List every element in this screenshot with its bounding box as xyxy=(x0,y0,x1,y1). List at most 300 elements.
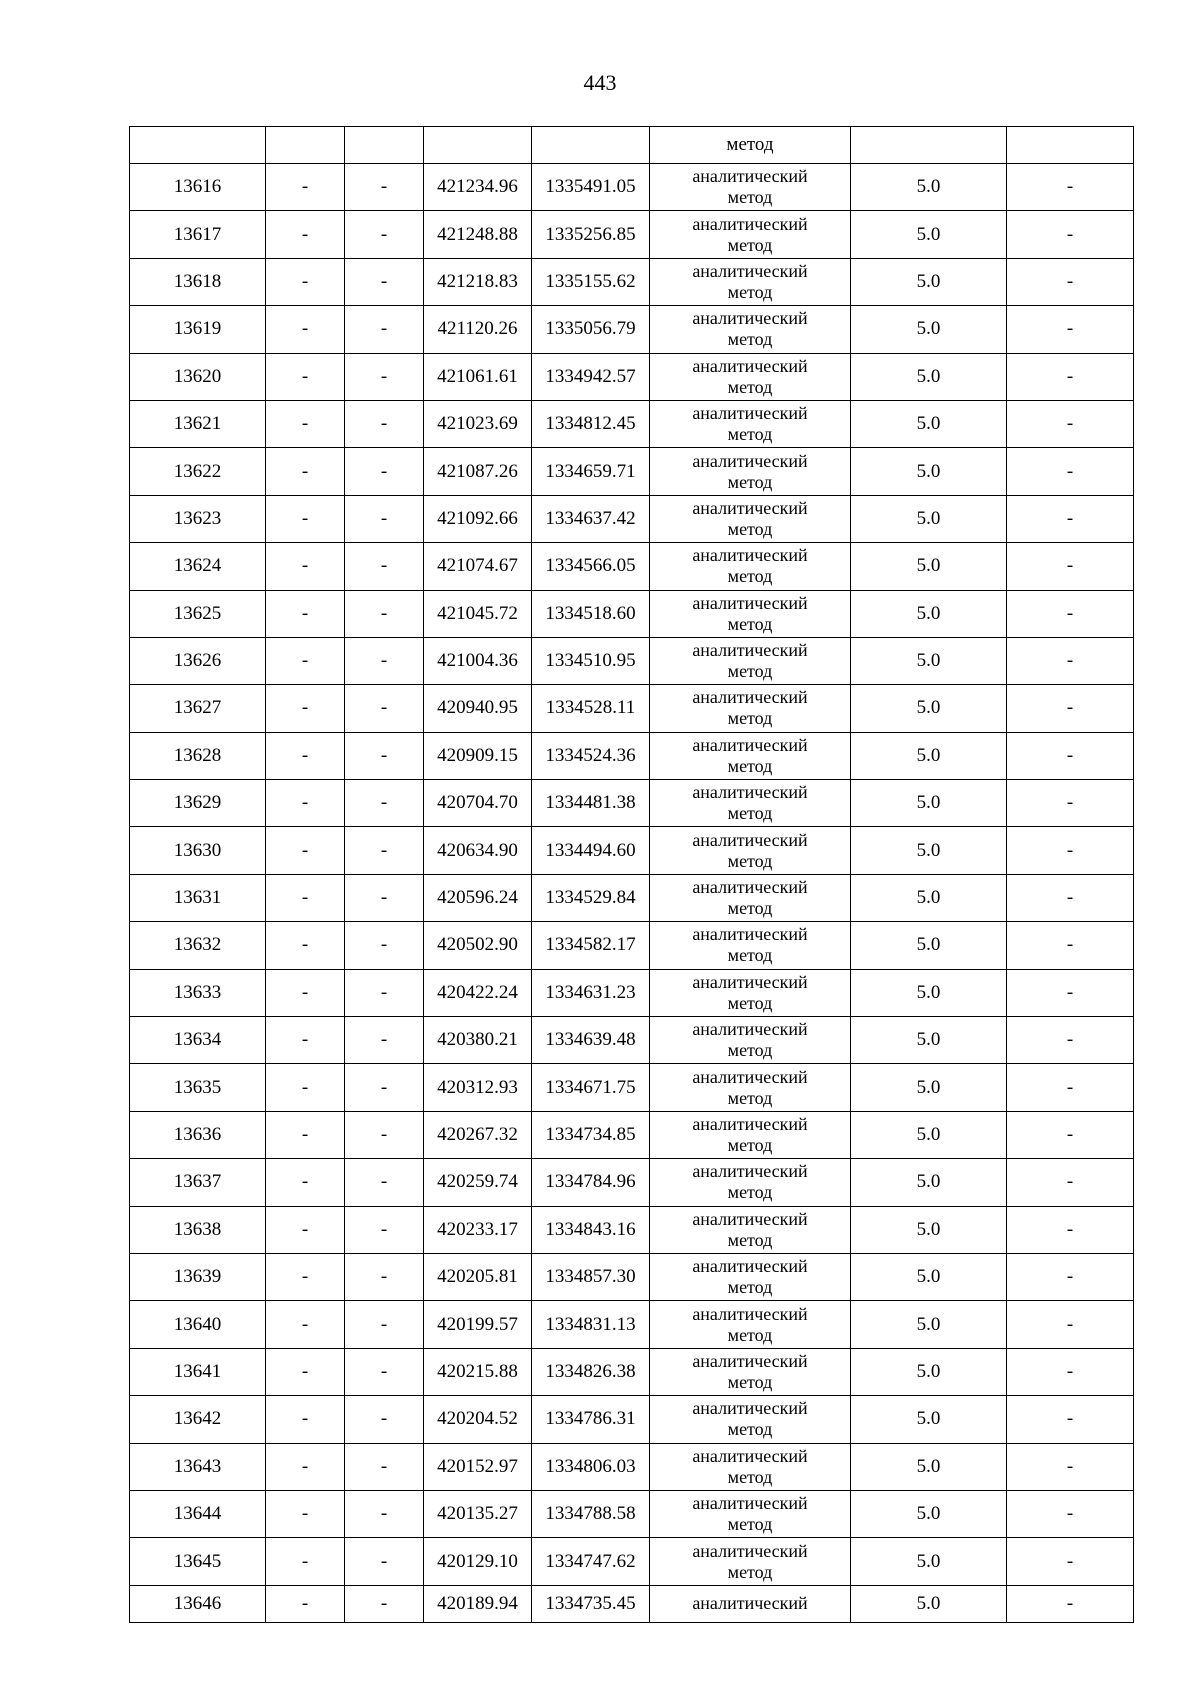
accuracy-cell: 5.0 xyxy=(851,827,1007,874)
point-number-cell: 13627 xyxy=(130,685,266,732)
dash-cell: - xyxy=(345,211,424,258)
method-cell xyxy=(650,353,851,400)
y-coordinate-cell: 1334529.84 xyxy=(532,874,650,921)
accuracy-cell: 5.0 xyxy=(851,211,1007,258)
y-coordinate-cell: 1334942.57 xyxy=(532,353,650,400)
dash-cell: - xyxy=(345,306,424,353)
y-coordinate-cell: 1334518.60 xyxy=(532,590,650,637)
dash-cell: - xyxy=(345,1159,424,1206)
method-cell: метод xyxy=(650,127,851,164)
method-word-1: аналитический xyxy=(692,829,808,850)
method-word-2: метод xyxy=(727,1419,773,1440)
point-number-cell: 13619 xyxy=(130,306,266,353)
dash-cell: - xyxy=(345,969,424,1016)
method-word-2: метод xyxy=(727,1324,773,1345)
table-row xyxy=(130,1396,1134,1443)
method-cell xyxy=(650,1064,851,1111)
method-word-1: аналитический xyxy=(692,687,808,708)
x-coordinate-cell: 420596.24 xyxy=(424,874,532,921)
method-word-2: метод xyxy=(727,850,773,871)
method-cell xyxy=(650,1111,851,1158)
method-cell xyxy=(650,827,851,874)
method-word-1: аналитический xyxy=(692,213,808,234)
table-row xyxy=(130,1348,1134,1395)
point-number-cell: 13622 xyxy=(130,448,266,495)
dash-cell: - xyxy=(1007,922,1134,969)
x-coordinate-cell: 420215.88 xyxy=(424,1348,532,1395)
y-coordinate-cell: 1334788.58 xyxy=(532,1490,650,1537)
x-coordinate-cell: 420422.24 xyxy=(424,969,532,1016)
empty-cell xyxy=(532,127,650,164)
accuracy-cell: 5.0 xyxy=(851,306,1007,353)
dash-cell: - xyxy=(266,495,345,542)
dash-cell: - xyxy=(266,1301,345,1348)
method-cell xyxy=(650,685,851,732)
point-number-cell: 13632 xyxy=(130,922,266,969)
dash-cell: - xyxy=(266,353,345,400)
method-cell xyxy=(650,1396,851,1443)
dash-cell: - xyxy=(266,211,345,258)
x-coordinate-cell: 420259.74 xyxy=(424,1159,532,1206)
dash-cell: - xyxy=(266,164,345,211)
method-word-1: аналитический xyxy=(692,782,808,803)
point-number-cell: 13644 xyxy=(130,1490,266,1537)
point-number-cell: 13621 xyxy=(130,400,266,447)
dash-cell: - xyxy=(345,1253,424,1300)
accuracy-cell: 5.0 xyxy=(851,1490,1007,1537)
method-word-1: аналитический xyxy=(692,1019,808,1040)
table-row xyxy=(130,164,1134,211)
point-number-cell: 13638 xyxy=(130,1206,266,1253)
accuracy-cell: 5.0 xyxy=(851,448,1007,495)
y-coordinate-cell: 1334659.71 xyxy=(532,448,650,495)
method-cell xyxy=(650,637,851,684)
dash-cell: - xyxy=(1007,164,1134,211)
method-word-2: метод xyxy=(727,898,773,919)
page-number: 443 xyxy=(583,70,617,95)
dash-cell: - xyxy=(266,1111,345,1158)
y-coordinate-cell: 1335256.85 xyxy=(532,211,650,258)
dash-cell: - xyxy=(345,685,424,732)
dash-cell: - xyxy=(1007,874,1134,921)
y-coordinate-cell: 1334528.11 xyxy=(532,685,650,732)
point-number-cell: 13618 xyxy=(130,258,266,305)
dash-cell: - xyxy=(1007,400,1134,447)
dash-cell: - xyxy=(345,164,424,211)
x-coordinate-cell: 420267.32 xyxy=(424,1111,532,1158)
method-cell xyxy=(650,922,851,969)
method-cell xyxy=(650,258,851,305)
dash-cell: - xyxy=(266,1017,345,1064)
empty-cell xyxy=(424,127,532,164)
method-cell xyxy=(650,732,851,779)
table-row xyxy=(130,1301,1134,1348)
method-word-1: аналитический xyxy=(692,497,808,518)
point-number-cell: 13628 xyxy=(130,732,266,779)
dash-cell: - xyxy=(345,1490,424,1537)
method-word-2: метод xyxy=(727,945,773,966)
dash-cell: - xyxy=(345,1206,424,1253)
method-cell xyxy=(650,1206,851,1253)
method-word-2: метод xyxy=(727,1040,773,1061)
method-word-1: аналитический xyxy=(692,545,808,566)
y-coordinate-cell: 1334786.31 xyxy=(532,1396,650,1443)
dash-cell: - xyxy=(266,1585,345,1622)
accuracy-cell: 5.0 xyxy=(851,874,1007,921)
dash-cell: - xyxy=(266,874,345,921)
x-coordinate-cell: 421120.26 xyxy=(424,306,532,353)
x-coordinate-cell: 421092.66 xyxy=(424,495,532,542)
point-number-cell: 13646 xyxy=(130,1585,266,1622)
point-number-cell: 13630 xyxy=(130,827,266,874)
x-coordinate-cell: 420205.81 xyxy=(424,1253,532,1300)
point-number-cell: 13624 xyxy=(130,543,266,590)
method-cell xyxy=(650,969,851,1016)
dash-cell: - xyxy=(266,1490,345,1537)
dash-cell: - xyxy=(345,1396,424,1443)
point-number-cell: 13639 xyxy=(130,1253,266,1300)
dash-cell: - xyxy=(266,780,345,827)
method-cell xyxy=(650,400,851,447)
dash-cell: - xyxy=(1007,306,1134,353)
method-word-1: аналитический xyxy=(692,1303,808,1324)
table-row xyxy=(130,543,1134,590)
dash-cell: - xyxy=(1007,1111,1134,1158)
dash-cell: - xyxy=(1007,258,1134,305)
method-cell xyxy=(650,1253,851,1300)
accuracy-cell: 5.0 xyxy=(851,1206,1007,1253)
x-coordinate-cell: 420704.70 xyxy=(424,780,532,827)
table-row xyxy=(130,827,1134,874)
method-cell xyxy=(650,1443,851,1490)
dash-cell: - xyxy=(345,922,424,969)
method-cell xyxy=(650,164,851,211)
dash-cell: - xyxy=(345,827,424,874)
method-word-1: аналитический xyxy=(692,260,808,281)
dash-cell: - xyxy=(1007,1064,1134,1111)
dash-cell: - xyxy=(345,448,424,495)
dash-cell: - xyxy=(266,1348,345,1395)
dash-cell: - xyxy=(345,732,424,779)
x-coordinate-cell: 420204.52 xyxy=(424,1396,532,1443)
point-number-cell: 13631 xyxy=(130,874,266,921)
point-number-cell: 13617 xyxy=(130,211,266,258)
accuracy-cell: 5.0 xyxy=(851,164,1007,211)
dash-cell: - xyxy=(1007,780,1134,827)
x-coordinate-cell: 420135.27 xyxy=(424,1490,532,1537)
y-coordinate-cell: 1334524.36 xyxy=(532,732,650,779)
method-word-2: метод xyxy=(727,1466,773,1487)
table-row xyxy=(130,1538,1134,1585)
dash-cell: - xyxy=(1007,637,1134,684)
method-word-2: метод xyxy=(727,187,773,208)
dash-cell: - xyxy=(1007,827,1134,874)
dash-cell: - xyxy=(345,780,424,827)
dash-cell: - xyxy=(1007,1017,1134,1064)
point-number-cell: 13629 xyxy=(130,780,266,827)
x-coordinate-cell: 421045.72 xyxy=(424,590,532,637)
x-coordinate-cell: 421023.69 xyxy=(424,400,532,447)
table-row xyxy=(130,1206,1134,1253)
dash-cell: - xyxy=(1007,1159,1134,1206)
method-cell xyxy=(650,590,851,637)
method-cell xyxy=(650,211,851,258)
point-number-cell: 13634 xyxy=(130,1017,266,1064)
dash-cell: - xyxy=(266,1253,345,1300)
method-cell xyxy=(650,543,851,590)
y-coordinate-cell: 1334812.45 xyxy=(532,400,650,447)
method-word-2: метод xyxy=(727,566,773,587)
method-word-1: аналитический xyxy=(692,355,808,376)
empty-cell xyxy=(1007,127,1134,164)
dash-cell: - xyxy=(345,1064,424,1111)
x-coordinate-cell: 420129.10 xyxy=(424,1538,532,1585)
y-coordinate-cell: 1334566.05 xyxy=(532,543,650,590)
x-coordinate-cell: 420189.94 xyxy=(424,1585,532,1622)
table-row xyxy=(130,1443,1134,1490)
dash-cell: - xyxy=(1007,1348,1134,1395)
method-word-2: метод xyxy=(727,992,773,1013)
method-word-1: аналитический xyxy=(692,403,808,424)
point-number-cell: 13637 xyxy=(130,1159,266,1206)
y-coordinate-cell: 1334784.96 xyxy=(532,1159,650,1206)
table-row-continuation xyxy=(130,127,1134,164)
x-coordinate-cell: 420380.21 xyxy=(424,1017,532,1064)
x-coordinate-cell: 421234.96 xyxy=(424,164,532,211)
accuracy-cell: 5.0 xyxy=(851,1111,1007,1158)
accuracy-cell: 5.0 xyxy=(851,637,1007,684)
method-word-2: метод xyxy=(727,755,773,776)
accuracy-cell: 5.0 xyxy=(851,969,1007,1016)
accuracy-cell: 5.0 xyxy=(851,590,1007,637)
y-coordinate-cell: 1334806.03 xyxy=(532,1443,650,1490)
y-coordinate-cell: 1334631.23 xyxy=(532,969,650,1016)
dash-cell: - xyxy=(266,448,345,495)
table-row xyxy=(130,1585,1134,1622)
dash-cell: - xyxy=(345,874,424,921)
y-coordinate-cell: 1334671.75 xyxy=(532,1064,650,1111)
dash-cell: - xyxy=(345,590,424,637)
table-row xyxy=(130,306,1134,353)
x-coordinate-cell: 420233.17 xyxy=(424,1206,532,1253)
dash-cell: - xyxy=(266,1538,345,1585)
dash-cell: - xyxy=(1007,1301,1134,1348)
method-word-2: метод xyxy=(727,1561,773,1582)
method-word-1: аналитический xyxy=(692,1540,808,1561)
accuracy-cell: 5.0 xyxy=(851,543,1007,590)
accuracy-cell: 5.0 xyxy=(851,400,1007,447)
x-coordinate-cell: 421218.83 xyxy=(424,258,532,305)
method-cell xyxy=(650,780,851,827)
dash-cell: - xyxy=(266,969,345,1016)
method-word-1: аналитический xyxy=(692,166,808,187)
accuracy-cell: 5.0 xyxy=(851,353,1007,400)
y-coordinate-cell: 1334481.38 xyxy=(532,780,650,827)
point-number-cell: 13636 xyxy=(130,1111,266,1158)
method-word-1: аналитический xyxy=(692,1161,808,1182)
table-row xyxy=(130,922,1134,969)
empty-cell xyxy=(345,127,424,164)
y-coordinate-cell: 1334857.30 xyxy=(532,1253,650,1300)
table-row xyxy=(130,685,1134,732)
y-coordinate-cell: 1335155.62 xyxy=(532,258,650,305)
dash-cell: - xyxy=(266,1064,345,1111)
method-cell xyxy=(650,1301,851,1348)
table-row xyxy=(130,637,1134,684)
accuracy-cell: 5.0 xyxy=(851,495,1007,542)
method-word-1: аналитический xyxy=(692,1398,808,1419)
dash-cell: - xyxy=(266,306,345,353)
method-cell xyxy=(650,1348,851,1395)
y-coordinate-cell: 1335491.05 xyxy=(532,164,650,211)
dash-cell: - xyxy=(1007,1443,1134,1490)
dash-cell: - xyxy=(345,1111,424,1158)
empty-cell xyxy=(266,127,345,164)
method-word-2: метод xyxy=(727,376,773,397)
method-cell xyxy=(650,306,851,353)
dash-cell: - xyxy=(1007,1585,1134,1622)
accuracy-cell: 5.0 xyxy=(851,1301,1007,1348)
method-cell xyxy=(650,1159,851,1206)
dash-cell: - xyxy=(266,590,345,637)
table-row xyxy=(130,1159,1134,1206)
y-coordinate-cell: 1334637.42 xyxy=(532,495,650,542)
table-row xyxy=(130,874,1134,921)
dash-cell: - xyxy=(1007,543,1134,590)
y-coordinate-cell: 1334826.38 xyxy=(532,1348,650,1395)
dash-cell: - xyxy=(1007,495,1134,542)
table-row xyxy=(130,258,1134,305)
table-row xyxy=(130,353,1134,400)
y-coordinate-cell: 1334510.95 xyxy=(532,637,650,684)
method-word-1: аналитический xyxy=(692,1066,808,1087)
dash-cell: - xyxy=(266,827,345,874)
x-coordinate-cell: 421061.61 xyxy=(424,353,532,400)
dash-cell: - xyxy=(266,922,345,969)
y-coordinate-cell: 1334735.45 xyxy=(532,1585,650,1622)
method-word-1: аналитический xyxy=(692,924,808,945)
method-word-2: метод xyxy=(727,1229,773,1250)
accuracy-cell: 5.0 xyxy=(851,1253,1007,1300)
accuracy-cell: 5.0 xyxy=(851,1064,1007,1111)
method-cell xyxy=(650,1017,851,1064)
method-cell xyxy=(650,874,851,921)
dash-cell: - xyxy=(345,1017,424,1064)
dash-cell: - xyxy=(1007,1206,1134,1253)
dash-cell: - xyxy=(266,543,345,590)
dash-cell: - xyxy=(345,637,424,684)
point-number-cell: 13620 xyxy=(130,353,266,400)
method-cell xyxy=(650,1538,851,1585)
y-coordinate-cell: 1334494.60 xyxy=(532,827,650,874)
method-word-1: аналитический xyxy=(692,734,808,755)
point-number-cell: 13633 xyxy=(130,969,266,1016)
method-word-2: метод xyxy=(727,234,773,255)
dash-cell: - xyxy=(345,258,424,305)
method-word-1: аналитический xyxy=(692,450,808,471)
method-word-2: метод xyxy=(727,518,773,539)
method-word-1: аналитический xyxy=(692,1445,808,1466)
dash-cell: - xyxy=(1007,448,1134,495)
y-coordinate-cell: 1334843.16 xyxy=(532,1206,650,1253)
method-word-2: метод xyxy=(727,424,773,445)
table-row xyxy=(130,1253,1134,1300)
dash-cell: - xyxy=(345,1538,424,1585)
dash-cell: - xyxy=(1007,590,1134,637)
dash-cell: - xyxy=(266,637,345,684)
method-cell xyxy=(650,1490,851,1537)
y-coordinate-cell: 1334639.48 xyxy=(532,1017,650,1064)
x-coordinate-cell: 421074.67 xyxy=(424,543,532,590)
accuracy-cell: 5.0 xyxy=(851,922,1007,969)
dash-cell: - xyxy=(266,1443,345,1490)
method-word-2: метод xyxy=(727,281,773,302)
accuracy-cell: 5.0 xyxy=(851,1017,1007,1064)
method-word-1: аналитический xyxy=(692,640,808,661)
point-number-cell: 13626 xyxy=(130,637,266,684)
coordinates-table xyxy=(129,126,1134,1623)
dash-cell: - xyxy=(266,1396,345,1443)
method-word-1: аналитический xyxy=(692,971,808,992)
table-row xyxy=(130,1064,1134,1111)
dash-cell: - xyxy=(266,685,345,732)
dash-cell: - xyxy=(1007,211,1134,258)
dash-cell: - xyxy=(345,1348,424,1395)
dash-cell: - xyxy=(1007,1396,1134,1443)
dash-cell: - xyxy=(345,543,424,590)
x-coordinate-cell: 420152.97 xyxy=(424,1443,532,1490)
method-word-2: метод xyxy=(727,1371,773,1392)
method-word-2: метод xyxy=(727,803,773,824)
method-word-2: метод xyxy=(727,1135,773,1155)
point-number-cell: 13623 xyxy=(130,495,266,542)
point-number-cell: 13616 xyxy=(130,164,266,211)
dash-cell: - xyxy=(266,400,345,447)
dash-cell: - xyxy=(1007,1490,1134,1537)
table-row xyxy=(130,211,1134,258)
method-word-2: метод xyxy=(727,708,773,729)
point-number-cell: 13643 xyxy=(130,1443,266,1490)
x-coordinate-cell: 420634.90 xyxy=(424,827,532,874)
table-row xyxy=(130,400,1134,447)
method-word-1: аналитический xyxy=(692,1493,808,1514)
dash-cell: - xyxy=(266,732,345,779)
x-coordinate-cell: 421248.88 xyxy=(424,211,532,258)
table-row xyxy=(130,448,1134,495)
dash-cell: - xyxy=(345,495,424,542)
table-row xyxy=(130,495,1134,542)
dash-cell: - xyxy=(266,1159,345,1206)
dash-cell: - xyxy=(345,1585,424,1622)
y-coordinate-cell: 1334747.62 xyxy=(532,1538,650,1585)
dash-cell: - xyxy=(1007,1538,1134,1585)
accuracy-cell: 5.0 xyxy=(851,1443,1007,1490)
method-word-1: аналитический xyxy=(692,1114,808,1134)
dash-cell: - xyxy=(345,353,424,400)
x-coordinate-cell: 420909.15 xyxy=(424,732,532,779)
table-row xyxy=(130,780,1134,827)
dash-cell: - xyxy=(266,1206,345,1253)
x-coordinate-cell: 420502.90 xyxy=(424,922,532,969)
method-word-1: аналитический xyxy=(692,1208,808,1229)
table-row xyxy=(130,1111,1134,1158)
accuracy-cell: 5.0 xyxy=(851,1538,1007,1585)
table-row xyxy=(130,969,1134,1016)
dash-cell: - xyxy=(1007,1253,1134,1300)
dash-cell: - xyxy=(345,1301,424,1348)
accuracy-cell: 5.0 xyxy=(851,685,1007,732)
method-word-2: метод xyxy=(727,613,773,634)
